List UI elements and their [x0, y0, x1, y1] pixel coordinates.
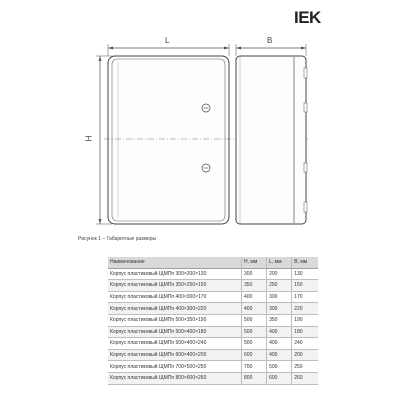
dim-arrow-H-top [99, 56, 102, 61]
cell-name: Корпус пластиковый ЩМПп 600×400×200 [108, 349, 242, 361]
side-hinge-upper [304, 68, 307, 78]
cell-b: 250 [292, 361, 318, 373]
table-row [108, 338, 318, 350]
cell-name: Корпус пластиковый ЩМПп 350×250×150 [108, 280, 242, 292]
dim-label-B: B [267, 36, 273, 45]
cell-l: 300 [267, 303, 292, 315]
cell-h: 400 [242, 291, 267, 303]
table-row [108, 314, 318, 326]
cell-l: 300 [267, 291, 292, 303]
header-name: Наименование [108, 257, 242, 268]
table-row [108, 326, 318, 338]
cell-h: 400 [242, 303, 267, 315]
cell-h: 500 [242, 326, 267, 338]
header-h: H, мм [242, 257, 267, 268]
cell-l: 400 [267, 338, 292, 350]
cell-h: 500 [242, 314, 267, 326]
table-row [108, 303, 318, 315]
cell-name: Корпус пластиковый ЩМПп 300×200×130 [108, 268, 242, 280]
cell-name: Корпус пластиковый ЩМПп 500×350×190 [108, 314, 242, 326]
figure-caption: Рисунок 1 – Габаритные размеры [78, 236, 157, 242]
cell-name: Корпус пластиковый ЩМПп 400×300×220 [108, 303, 242, 315]
table-row [108, 268, 318, 280]
cell-b: 150 [292, 280, 318, 292]
cell-b: 190 [292, 314, 318, 326]
table-row [108, 291, 318, 303]
dim-arrow-H-bottom [99, 219, 102, 224]
header-b: B, мм [292, 257, 318, 268]
cell-l: 400 [267, 349, 292, 361]
dim-label-H: H [84, 135, 94, 142]
cell-name: Корпус пластиковый ЩМПп 800×600×260 [108, 372, 242, 384]
dim-label-L: L [165, 36, 170, 45]
table-header-row [108, 257, 318, 268]
cell-l: 250 [267, 280, 292, 292]
cell-l: 200 [267, 268, 292, 280]
side-latch-upper [304, 103, 307, 112]
header-l: L, мм [267, 257, 292, 268]
cell-h: 800 [242, 372, 267, 384]
side-latch-lower [304, 163, 307, 172]
cell-h: 500 [242, 338, 267, 350]
cell-name: Корпус пластиковый ЩМПп 400×300×170 [108, 291, 242, 303]
cell-l: 600 [267, 372, 292, 384]
cell-name: Корпус пластиковый ЩМПп 500×400×240 [108, 338, 242, 350]
cell-b: 170 [292, 291, 318, 303]
dimensions-table [108, 257, 318, 385]
dim-arrow-L-left [108, 47, 113, 50]
enclosure-front-outer [108, 56, 229, 224]
cell-h: 350 [242, 280, 267, 292]
cell-b: 180 [292, 326, 318, 338]
table-row [108, 349, 318, 361]
cell-h: 700 [242, 361, 267, 373]
cell-b: 240 [292, 338, 318, 350]
cell-b: 200 [292, 349, 318, 361]
cell-l: 500 [267, 361, 292, 373]
dim-arrow-L-right [224, 47, 229, 50]
cell-b: 260 [292, 372, 318, 384]
cell-name: Корпус пластиковый ЩМПп 500×400×180 [108, 326, 242, 338]
dim-arrow-B-left [236, 47, 241, 50]
table-row [108, 372, 318, 384]
cell-name: Корпус пластиковый ЩМПп 700×500×250 [108, 361, 242, 373]
cell-b: 220 [292, 303, 318, 315]
cell-h: 600 [242, 349, 267, 361]
dim-arrow-B-right [301, 47, 306, 50]
table-row [108, 280, 318, 292]
cell-l: 350 [267, 314, 292, 326]
enclosure-side-outer [236, 56, 306, 224]
cell-b: 130 [292, 268, 318, 280]
cell-h: 300 [242, 268, 267, 280]
iek-logo: IEK [294, 8, 321, 27]
table-row [108, 361, 318, 373]
side-hinge-lower [304, 202, 307, 212]
cell-l: 400 [267, 326, 292, 338]
